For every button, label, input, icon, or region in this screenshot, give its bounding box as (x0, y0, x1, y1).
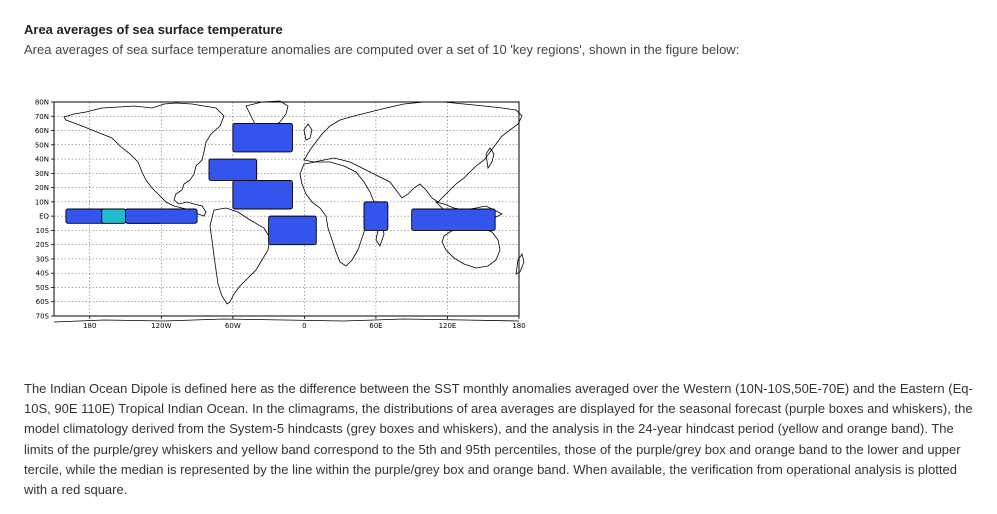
lat-label: 80N (34, 98, 49, 107)
coast-australia (442, 226, 500, 268)
coast-africa (300, 162, 374, 266)
lat-label: 50N (34, 141, 49, 150)
lat-label: 60S (35, 298, 49, 307)
coast-south-america (210, 208, 270, 304)
coast-new-zealand (516, 254, 524, 274)
key-region (233, 180, 293, 209)
intro-text: Area averages of sea surface temperature anomalies are computed over a set of 10 'key regions', shown in the figure below: (24, 42, 740, 57)
section-title: Area averages of sea surface temperature (24, 22, 283, 37)
key-region (364, 202, 388, 231)
key-region (102, 209, 126, 223)
key-region (412, 209, 495, 230)
coast-japan (486, 148, 494, 168)
lat-label: 30N (34, 169, 49, 178)
lat-label: 40S (35, 269, 49, 278)
longitude-labels (83, 322, 526, 330)
coast-eurasia (304, 102, 522, 202)
coast-uk (304, 124, 312, 140)
lon-label: 0 (302, 322, 307, 330)
lat-label: 20S (35, 241, 49, 250)
lat-label: 70S (35, 312, 49, 321)
world-map (24, 90, 534, 330)
lon-label: 120W (151, 322, 172, 330)
key-region (209, 159, 257, 180)
lat-label: 30S (35, 255, 49, 264)
lat-label: 50S (35, 283, 49, 292)
lat-label: 20N (34, 184, 49, 193)
key-regions-map (24, 90, 534, 330)
lon-label: 180 (512, 322, 526, 330)
coast-north-america (64, 103, 224, 216)
key-region (126, 209, 198, 223)
lat-label: 40N (34, 155, 49, 164)
lat-label: EQ (39, 212, 49, 221)
lon-label: 60E (369, 322, 383, 330)
latitude-labels (35, 99, 50, 321)
lon-label: 120E (438, 322, 457, 330)
key-regions (66, 123, 495, 244)
lon-label: 180 (83, 322, 97, 330)
lat-label: 10N (34, 198, 49, 207)
key-region (269, 216, 317, 245)
lat-label: 60N (34, 127, 49, 136)
key-region (233, 123, 293, 152)
lon-label: 60W (224, 322, 241, 330)
lat-label: 70N (34, 112, 49, 121)
lat-label: 10S (35, 226, 49, 235)
description-paragraph: The Indian Ocean Dipole is defined here as the difference between the SST monthly anomalies averaged over the Western (10N-10S,50E-70E) and the Eastern (Eq-10S, 90E 110E) Tropical Indian Ocean. In the climagrams, the distributions of area averages are displayed for the seasonal forecast (purple boxes and whiskers), the model climatology derived from the System-5 hindcasts (grey boxes and whiskers), and the analysis in the 24-year hindcast period (yellow and orange band). The limits of the purple/grey whiskers and yellow band correspond to the 5th and 95th percentiles, those of the purple/grey box and orange band to the lower and upper tercile, while the median is represented by the line within the purple/grey box and orange band. When available, the verification from operational analysis is plotted with a red square. (24, 381, 973, 498)
